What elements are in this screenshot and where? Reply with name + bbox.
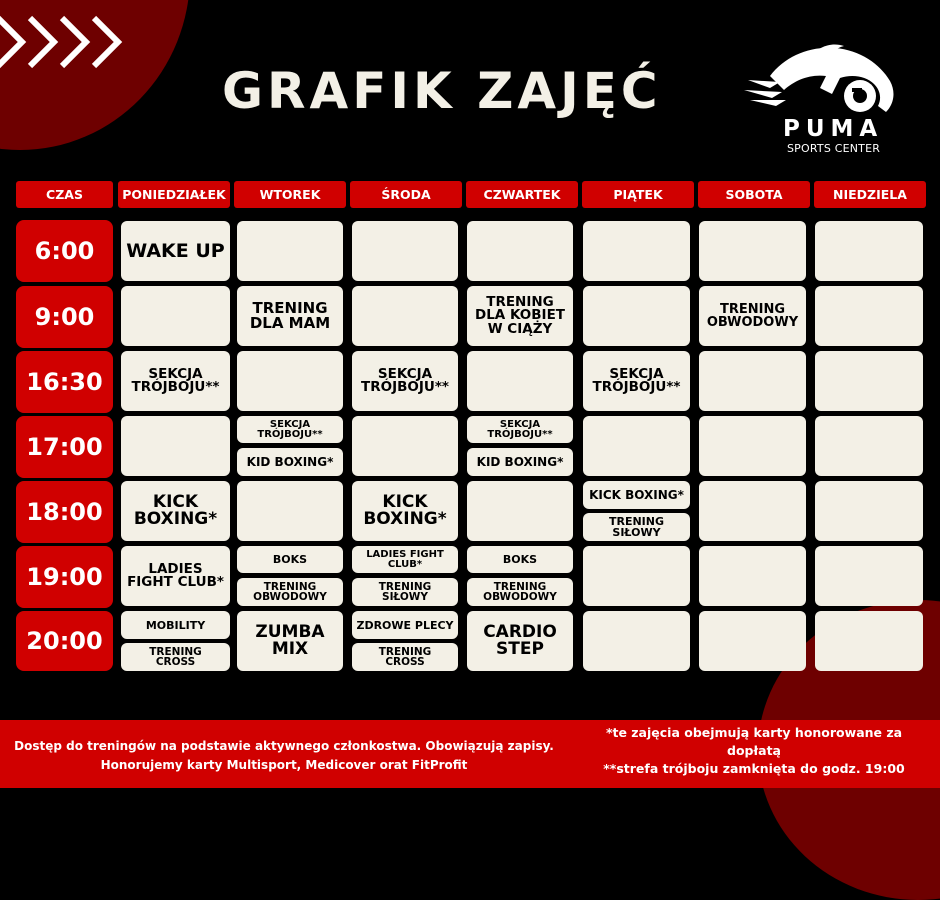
logo-subtitle: SPORTS CENTER <box>787 142 881 155</box>
class-wed-2000-b: TRENING CROSS <box>352 643 458 671</box>
empty-cell <box>121 416 230 476</box>
class-wed-1630: SEKCJA TRÓJBOJU** <box>352 351 458 411</box>
empty-cell <box>467 481 573 541</box>
footer-access-note: Dostęp do treningów na podstawie aktywnego członkostwa. Obowiązują zapisy. <box>14 739 554 753</box>
class-tue-900: TRENING DLA MAM <box>237 286 343 346</box>
class-wed-1800: KICK BOXING* <box>352 481 458 541</box>
empty-cell <box>699 351 806 411</box>
class-tue-1700-a: SEKCJA TRÓJBOJU** <box>237 416 343 443</box>
empty-cell <box>583 611 690 671</box>
header-czas: CZAS <box>16 181 113 208</box>
class-mon-1630: SEKCJA TRÓJBOJU** <box>121 351 230 411</box>
class-mon-2000-b: TRENING CROSS <box>121 643 230 671</box>
class-mon-1900: LADIES FIGHT CLUB* <box>121 546 230 606</box>
class-wed-2000-a: ZDROWE PLECY <box>352 611 458 639</box>
header-piatek: PIĄTEK <box>582 181 694 208</box>
empty-cell <box>699 481 806 541</box>
class-thu-1900-a: BOKS <box>467 546 573 573</box>
empty-cell <box>467 221 573 281</box>
empty-cell <box>121 286 230 346</box>
class-thu-2000: CARDIO STEP <box>467 611 573 671</box>
footer-cards-note: Honorujemy karty Multisport, Medicover orat FitProfit <box>100 757 468 772</box>
class-thu-1900-b: TRENING OBWODOWY <box>467 578 573 606</box>
empty-cell <box>699 221 806 281</box>
time-slot: 20:00 <box>16 611 113 671</box>
empty-cell <box>237 481 343 541</box>
logo-name: PUMA <box>783 116 884 142</box>
class-fri-1800-b: TRENING SIŁOWY <box>583 513 690 541</box>
time-slot: 16:30 <box>16 351 113 413</box>
class-thu-1700-a: SEKCJA TRÓJBOJU** <box>467 416 573 443</box>
class-fri-1630: SEKCJA TRÓJBOJU** <box>583 351 690 411</box>
empty-cell <box>583 546 690 606</box>
class-thu-1700-b: KID BOXING* <box>467 448 573 476</box>
empty-cell <box>815 611 923 671</box>
time-slot: 9:00 <box>16 286 113 348</box>
footer-note-single-star: *te zajęcia obejmują karty honorowane za dopłatą <box>605 725 903 759</box>
class-wed-1900-b: TRENING SIŁOWY <box>352 578 458 606</box>
class-tue-1900-b: TRENING OBWODOWY <box>237 578 343 606</box>
empty-cell <box>352 221 458 281</box>
footer-notes <box>590 724 918 778</box>
empty-cell <box>352 286 458 346</box>
footer-note-double-star: **strefa trójboju zamknięta do godz. 19:00 <box>603 761 905 777</box>
class-mon-2000-a: MOBILITY <box>121 611 230 639</box>
class-sat-900: TRENING OBWODOWY <box>699 286 806 346</box>
empty-cell <box>237 351 343 411</box>
empty-cell <box>699 546 806 606</box>
class-fri-1800-a: KICK BOXING* <box>583 481 690 509</box>
empty-cell <box>583 416 690 476</box>
header-sroda: ŚRODA <box>350 181 462 208</box>
time-slot: 17:00 <box>16 416 113 478</box>
empty-cell <box>699 416 806 476</box>
header-niedziela: NIEDZIELA <box>814 181 926 208</box>
header-poniedzialek: PONIEDZIAŁEK <box>118 181 230 208</box>
empty-cell <box>815 351 923 411</box>
time-slot: 6:00 <box>16 220 113 282</box>
class-thu-900: TRENING DLA KOBIET W CIĄŻY <box>467 286 573 346</box>
class-wed-1900-a: LADIES FIGHT CLUB* <box>352 546 458 573</box>
page-title: GRAFIK ZAJĘĆ <box>222 62 662 120</box>
empty-cell <box>815 221 923 281</box>
empty-cell <box>815 416 923 476</box>
class-tue-1700-b: KID BOXING* <box>237 448 343 476</box>
chevrons-icon <box>0 12 144 72</box>
empty-cell <box>237 221 343 281</box>
class-tue-2000: ZUMBA MIX <box>237 611 343 671</box>
header-wtorek: WTOREK <box>234 181 346 208</box>
header-sobota: SOBOTA <box>698 181 810 208</box>
empty-cell <box>815 481 923 541</box>
class-tue-1900-a: BOKS <box>237 546 343 573</box>
time-slot: 19:00 <box>16 546 113 608</box>
empty-cell <box>815 286 923 346</box>
empty-cell <box>583 221 690 281</box>
empty-cell <box>352 416 458 476</box>
empty-cell <box>467 351 573 411</box>
empty-cell <box>699 611 806 671</box>
footer-info <box>8 737 560 774</box>
header-czwartek: CZWARTEK <box>466 181 578 208</box>
class-mon-1800: KICK BOXING* <box>121 481 230 541</box>
empty-cell <box>815 546 923 606</box>
time-slot: 18:00 <box>16 481 113 543</box>
class-mon-600: WAKE UP <box>121 221 230 281</box>
empty-cell <box>583 286 690 346</box>
